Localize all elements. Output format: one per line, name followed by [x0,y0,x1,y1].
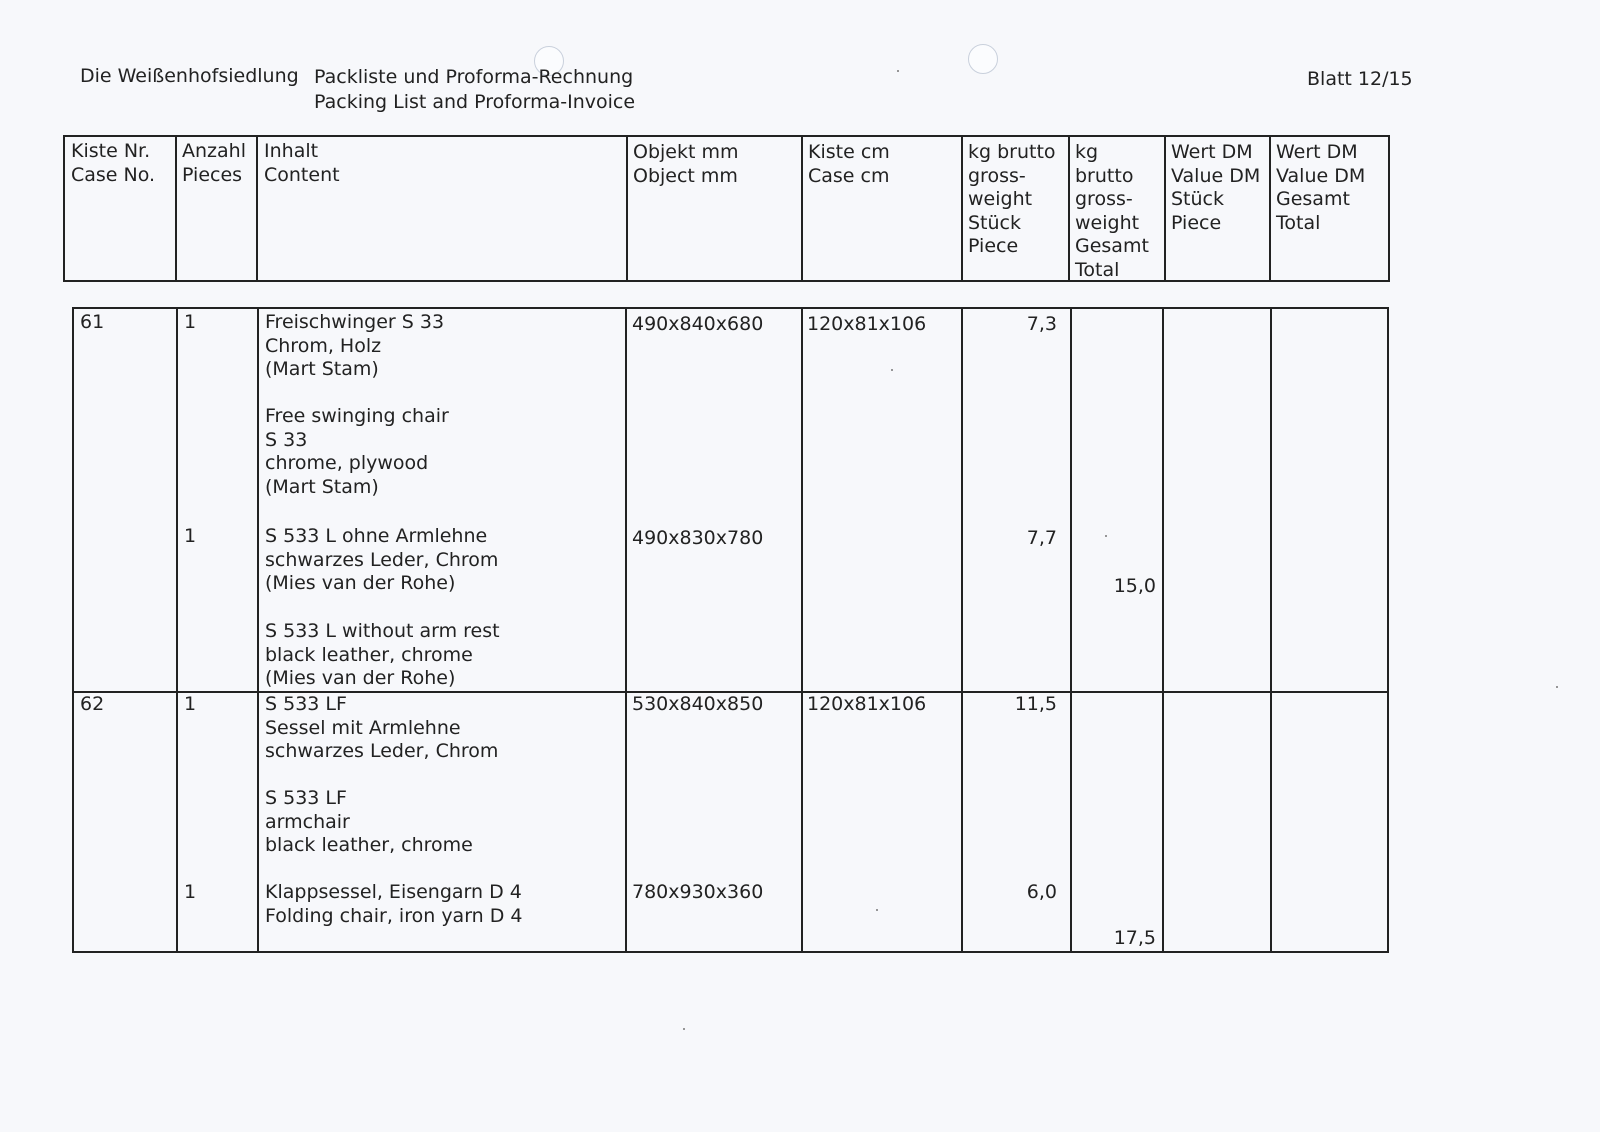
punch-hole-right [968,44,998,74]
case-62-total-kg: 17,5 [1113,927,1156,949]
case-61-item-2-pieces: 1 [184,525,197,547]
packing-list-table [72,307,1389,953]
case-61-item-2-content-de: S 533 L ohne Armlehne schwarzes Leder, Chrom (Mies van der Rohe) [265,525,499,595]
document-title-de: Packliste und Proforma-Rechnung [314,66,634,88]
case-61-total-kg: 15,0 [1113,575,1156,597]
column-header-kg-piece: kg brutto gross- weight Stück Piece [968,141,1056,258]
case-62-item-1-pieces: 1 [184,693,197,715]
scan-speck [897,70,899,72]
column-header-value-piece: Wert DM Value DM Stück Piece [1171,141,1261,234]
case-62-item-1-kg-piece: 11,5 [1014,693,1057,715]
case-62-item-2-kg-piece: 6,0 [1026,881,1057,903]
case-61-item-1-content-en: Free swinging chair S 33 chrome, plywood (Mart Stam) [265,405,449,498]
scan-speck [1556,686,1558,688]
column-header-pieces: Anzahl Pieces [182,140,246,186]
case-62-item-2-object-mm: 780x930x360 [632,881,764,903]
case-62-item-2-pieces: 1 [184,881,197,903]
column-header-case-no: Kiste Nr. Case No. [71,140,156,186]
column-header-case-cm: Kiste cm Case cm [808,141,890,187]
organization-name: Die Weißenhofsiedlung [80,65,299,87]
case-62-item-1-object-mm: 530x840x850 [632,693,764,715]
column-header-kg-total: kg brutto gross- weight Gesamt Total [1075,141,1149,281]
case-62-number: 62 [80,693,105,715]
column-header-value-total: Wert DM Value DM Gesamt Total [1276,141,1366,234]
case-61-item-1-pieces: 1 [184,311,197,333]
case-62-item-2-content: Klappsessel, Eisengarn D 4 Folding chair, iron yarn D 4 [265,881,523,927]
case-61-item-2-object-mm: 490x830x780 [632,527,764,549]
case-62-case-cm: 120x81x106 [807,693,927,715]
case-61-item-2-kg-piece: 7,7 [1026,527,1057,549]
column-header-object-mm: Objekt mm Object mm [633,141,739,187]
scan-speck [683,1028,685,1030]
column-header-content: Inhalt Content [264,140,340,186]
case-61-number: 61 [80,311,105,333]
column-header-table [63,135,1390,282]
case-61-item-2-content-en: S 533 L without arm rest black leather, chrome (Mies van der Rohe) [265,620,500,690]
case-62-item-1-content-de: S 533 LF Sessel mit Armlehne schwarzes Leder, Chrom [265,693,499,763]
case-61-item-1-object-mm: 490x840x680 [632,313,764,335]
case-61-item-1-content-de: Freischwinger S 33 Chrom, Holz (Mart Stam) [265,311,445,381]
document-title-en: Packing List and Proforma-Invoice [314,91,636,113]
case-62-item-1-content-en: S 533 LF armchair black leather, chrome [265,787,473,857]
sheet-number: Blatt 12/15 [1307,68,1413,90]
case-61-item-1-kg-piece: 7,3 [1026,313,1057,335]
case-61-case-cm: 120x81x106 [807,313,927,335]
